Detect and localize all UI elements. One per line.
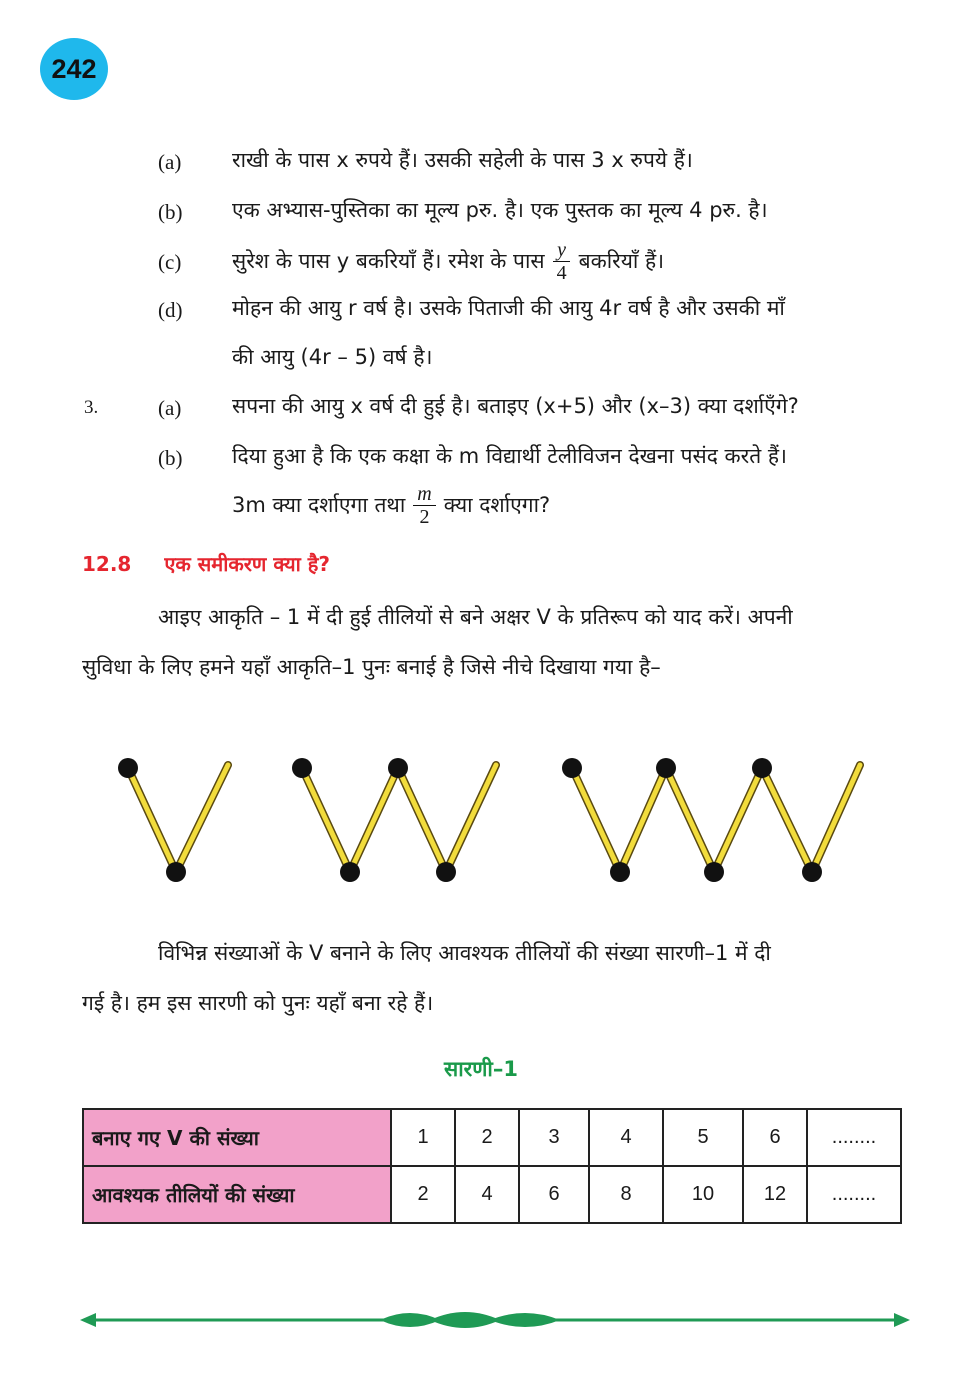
matchstick-count-table: [82, 1108, 902, 1224]
row-header-v-count: बनाए गए V की संख्या: [83, 1109, 391, 1166]
item-b-label: (b): [158, 200, 183, 224]
table-cell: 3: [519, 1109, 589, 1166]
paragraph-1-line1: आइए आकृति – 1 में दी हुई तीलियों से बने अक्षर V के प्रतिरूप को याद करें। अपनी: [158, 605, 793, 629]
item-a-label: (a): [158, 150, 182, 174]
paragraph-2-line2: गई है। हम इस सारणी को पुनः यहाँ बना रहे हैं।: [82, 991, 434, 1015]
paragraph-2-line1: विभिन्न संख्याओं के V बनाने के लिए आवश्यक तीलियों की संख्या सारणी–1 में दी: [158, 941, 771, 965]
matchstick-v-3: [562, 758, 860, 882]
table-cell: 12: [743, 1166, 807, 1223]
q3-b-text-line2: [232, 476, 550, 534]
table-cell: 4: [455, 1166, 519, 1223]
fraction-numerator: y: [553, 239, 570, 262]
table-cell: 2: [455, 1109, 519, 1166]
table-row: [83, 1109, 901, 1166]
q3-b-text: दिया हुआ है कि एक कक्षा के m विद्यार्थी टेलीविजन देखना पसंद करते हैं।: [232, 444, 788, 468]
table-cell-ellipsis: ........: [807, 1109, 901, 1166]
table-cell: 8: [589, 1166, 663, 1223]
fraction-m-over-2: [413, 483, 435, 528]
q3-a-label: (a): [158, 396, 182, 420]
item-c-text: [232, 232, 664, 290]
table-cell: 5: [663, 1109, 743, 1166]
table-cell: 10: [663, 1166, 743, 1223]
row-header-sticks-needed: आवश्यक तीलियों की संख्या: [83, 1166, 391, 1223]
item-c-text-before: सुरेश के पास y बकरियाँ हैं। रमेश के पास: [232, 249, 545, 273]
table-row: [83, 1166, 901, 1223]
fraction-numerator: m: [413, 483, 435, 506]
matchstick-v-pattern-figure: [0, 720, 970, 900]
table-cell: 4: [589, 1109, 663, 1166]
table-cell-ellipsis: ........: [807, 1166, 901, 1223]
item-d-label: (d): [158, 298, 183, 322]
table-cell: 6: [519, 1166, 589, 1223]
q3-a-text: सपना की आयु x वर्ष दी हुई है। बताइए (x+5) और (x–3) क्या दर्शाएँगे?: [232, 394, 799, 418]
matchstick-v-1: [118, 758, 228, 882]
table-cell: 6: [743, 1109, 807, 1166]
q3-b-text-after: क्या दर्शाएगा?: [443, 493, 551, 517]
q3-b-label: (b): [158, 446, 183, 470]
paragraph-1-line2: सुविधा के लिए हमने यहाँ आकृति–1 पुनः बनाई है जिसे नीचे दिखाया गया है–: [82, 655, 661, 679]
fraction-denominator: 4: [556, 261, 567, 284]
table-title: सारणी–1: [444, 1057, 518, 1081]
q3-b-text-before: 3m क्या दर्शाएगा तथा: [232, 493, 406, 517]
table-cell: 2: [391, 1166, 455, 1223]
section-number: 12.8: [82, 552, 132, 576]
decorative-divider: [80, 1300, 910, 1340]
fraction-denominator: 2: [419, 505, 430, 528]
item-c-label: (c): [158, 250, 182, 274]
page-number-badge: 242: [40, 38, 108, 100]
question-3-number: 3.: [84, 397, 99, 418]
item-d-text-line2: की आयु (4r – 5) वर्ष है।: [232, 345, 433, 369]
item-a-text: राखी के पास x रुपये हैं। उसकी सहेली के पास 3 x रुपये हैं।: [232, 148, 693, 172]
section-title: एक समीकरण क्या है?: [164, 552, 330, 576]
fraction-y-over-4: [553, 239, 571, 284]
item-c-text-after: बकरियाँ हैं।: [578, 249, 665, 273]
item-b-text: एक अभ्यास-पुस्तिका का मूल्य pरु. है। एक पुस्तक का मूल्य 4 pरु. है।: [232, 198, 768, 222]
section-heading: [82, 550, 330, 577]
table-cell: 1: [391, 1109, 455, 1166]
matchstick-v-2: [292, 758, 496, 882]
item-d-text: मोहन की आयु r वर्ष है। उसके पिताजी की आयु 4r वर्ष है और उसकी माँ: [232, 296, 785, 320]
